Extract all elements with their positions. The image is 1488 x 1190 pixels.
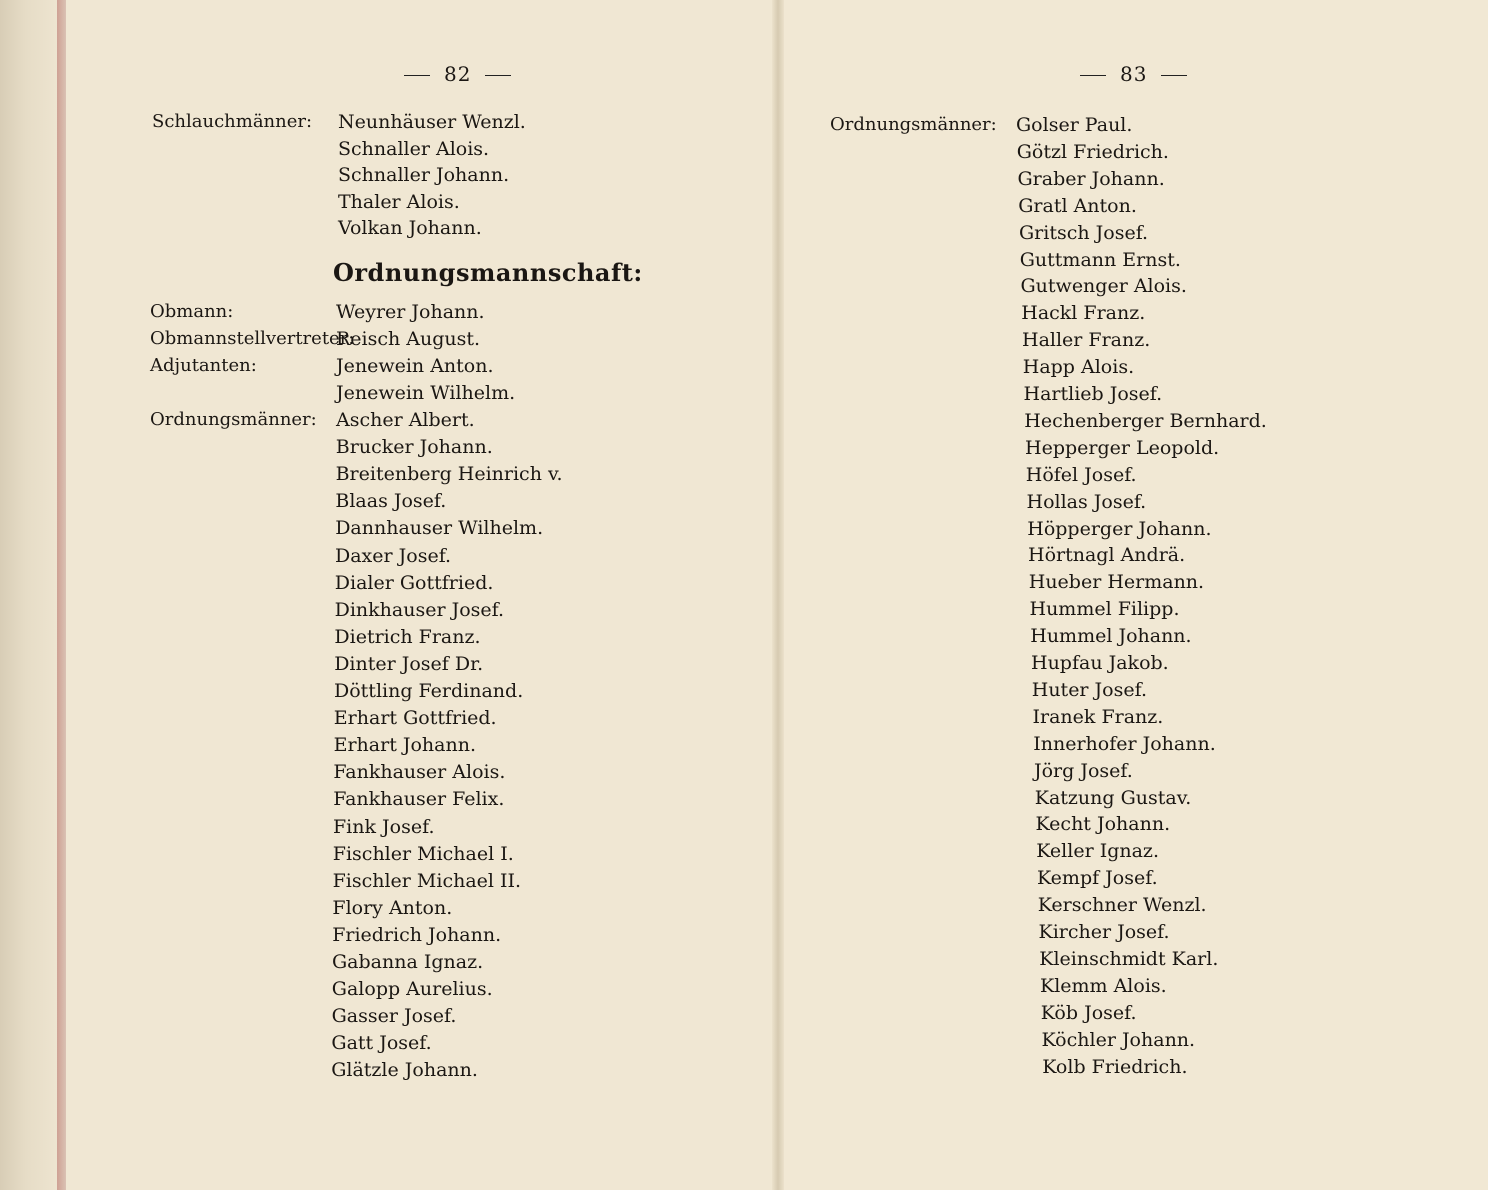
list-item: Gatt Josef. — [331, 1032, 432, 1055]
list-item: Huter Josef. — [1031, 678, 1148, 701]
list-item: Glätzle Johann. — [331, 1059, 478, 1082]
list-item: Haller Franz. — [1022, 329, 1151, 352]
list-item: Iranek Franz. — [1032, 705, 1164, 728]
list-item: Hollas Josef. — [1026, 490, 1147, 513]
list-item: Hupfau Jakob. — [1031, 652, 1169, 674]
list-item: Happ Alois. — [1022, 356, 1135, 379]
list-item: Innerhofer Johann. — [1033, 732, 1216, 755]
list-item: Schnaller Alois. — [338, 137, 490, 160]
list-item: Döttling Ferdinand. — [334, 680, 524, 702]
list-item: Götzl Friedrich. — [1016, 140, 1169, 163]
list-item: Ascher Albert. — [336, 409, 475, 431]
list-item: Kecht Johann. — [1035, 813, 1171, 836]
list-item: Katzung Gustav. — [1034, 786, 1192, 809]
list-item: Höpperger Johann. — [1027, 517, 1212, 540]
list-item: Hechenberger Bernhard. — [1024, 409, 1267, 432]
list-item: Kolb Friedrich. — [1042, 1055, 1188, 1078]
list-item: Breitenberg Heinrich v. — [335, 463, 563, 486]
list-item: Neunhäuser Wenzl. — [338, 111, 526, 133]
schlauchmaenner-label: Schlauchmänner: — [152, 111, 313, 132]
list-item: Friedrich Johann. — [332, 923, 502, 946]
list-item: Fischler Michael I. — [332, 842, 514, 865]
list-item: Fankhauser Alois. — [333, 761, 506, 784]
list-item: Flory Anton. — [332, 896, 453, 919]
obmann-label: Obmann: — [150, 301, 234, 322]
list-item: Hummel Johann. — [1030, 625, 1192, 648]
list-item: Volkan Johann. — [338, 217, 482, 239]
list-item: Kempf Josef. — [1037, 867, 1158, 890]
stellvertreter-name: Reisch August. — [336, 328, 481, 350]
list-item: Jörg Josef. — [1034, 759, 1133, 782]
list-item: Jenewein Wilhelm. — [336, 382, 516, 404]
list-item: Schnaller Johann. — [338, 164, 510, 186]
list-item: Erhart Gottfried. — [333, 707, 497, 730]
list-item: Gabanna Ignaz. — [332, 951, 484, 973]
list-item: Fink Josef. — [333, 815, 435, 838]
list-item: Gratl Anton. — [1018, 194, 1137, 217]
list-item: Galopp Aurelius. — [331, 978, 493, 1001]
list-item: Jenewein Anton. — [336, 355, 494, 377]
right-page-number: 83 — [1066, 62, 1201, 86]
list-item: Hueber Hermann. — [1028, 571, 1205, 594]
adjutanten-label: Adjutanten: — [150, 355, 257, 376]
obmann-name: Weyrer Johann. — [336, 301, 485, 323]
section-heading: Ordnungsmannschaft: — [333, 258, 643, 287]
list-item: Klemm Alois. — [1040, 974, 1167, 997]
list-item: Golser Paul. — [1016, 114, 1133, 136]
left-page-number: 82 — [390, 62, 525, 86]
list-item: Hörtnagl Andrä. — [1028, 544, 1186, 567]
book-edge-red — [57, 0, 66, 1190]
list-item: Hepperger Leopold. — [1025, 436, 1220, 459]
list-item: Dinter Josef Dr. — [334, 652, 484, 675]
list-item: Fischler Michael II. — [332, 869, 522, 892]
list-item: Guttmann Ernst. — [1019, 248, 1181, 271]
list-item: Blaas Josef. — [335, 490, 447, 513]
book-gutter — [772, 0, 784, 1190]
list-item: Erhart Johann. — [333, 734, 477, 757]
list-item: Graber Johann. — [1017, 167, 1165, 190]
list-item: Gutwenger Alois. — [1020, 275, 1187, 298]
stellvertreter-label: Obmannstellvertreter: — [150, 328, 355, 349]
list-item: Hummel Filipp. — [1029, 598, 1180, 621]
ordnungsmaenner-label-left: Ordnungsmänner: — [150, 409, 317, 430]
list-item: Keller Ignaz. — [1036, 840, 1159, 863]
list-item: Dietrich Franz. — [334, 625, 481, 648]
ordnungsmaenner-label-right: Ordnungsmänner: — [830, 114, 997, 135]
list-item: Dialer Gottfried. — [334, 571, 494, 594]
list-item: Köb Josef. — [1040, 1001, 1137, 1024]
book-edge — [0, 0, 64, 1190]
list-item: Hartlieb Josef. — [1023, 383, 1163, 405]
list-item: Kerschner Wenzl. — [1037, 894, 1207, 917]
list-item: Hackl Franz. — [1021, 302, 1146, 325]
list-item: Thaler Alois. — [338, 190, 460, 213]
list-item: Gasser Josef. — [331, 1005, 457, 1028]
list-item: Daxer Josef. — [335, 544, 452, 567]
list-item: Fankhauser Felix. — [333, 788, 505, 811]
list-item: Kleinschmidt Karl. — [1039, 947, 1219, 970]
list-item: Dinkhauser Josef. — [334, 598, 505, 621]
list-item: Dannhauser Wilhelm. — [335, 517, 544, 540]
list-item: Höfel Josef. — [1025, 463, 1137, 486]
list-item: Köchler Johann. — [1041, 1028, 1196, 1051]
list-item: Brucker Johann. — [335, 436, 493, 459]
list-item: Kircher Josef. — [1038, 921, 1170, 943]
list-item: Gritsch Josef. — [1019, 221, 1149, 244]
